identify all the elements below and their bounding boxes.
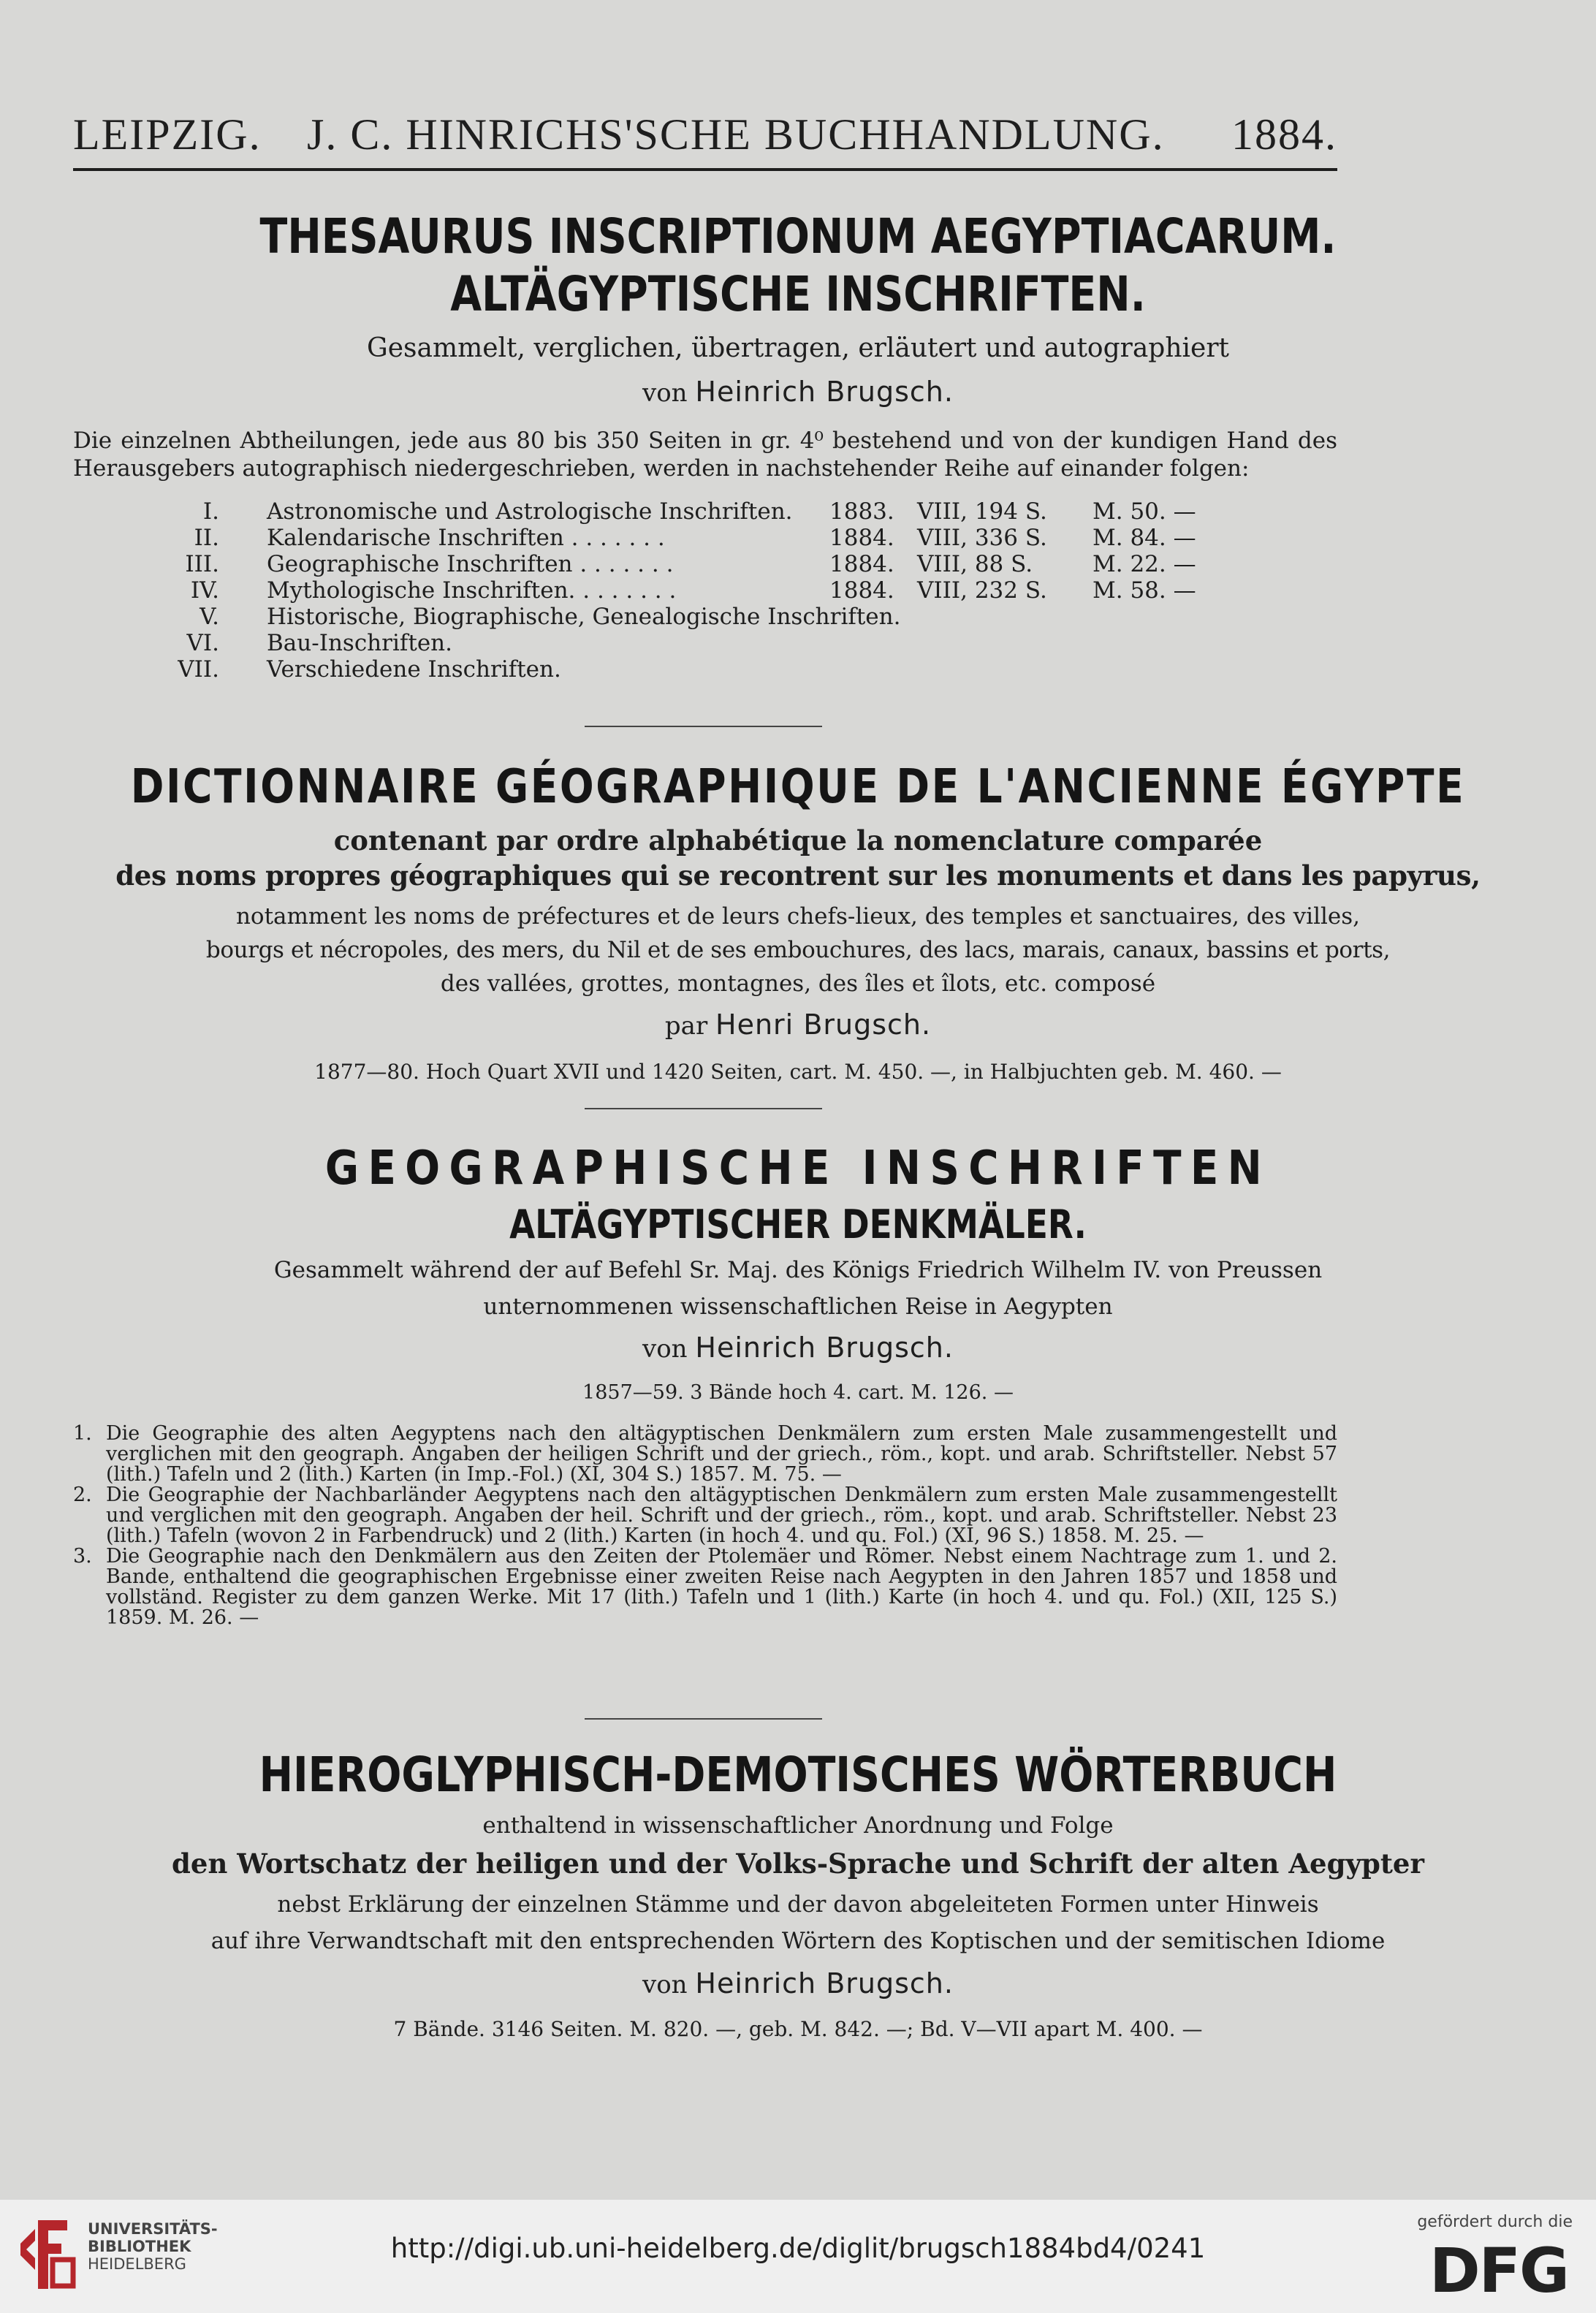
- section3-byline: [0, 1332, 1596, 1364]
- section4-line3: nebst Erklärung der einzelnen Stämme und der davon abgeleiteten Formen unter Hinweis: [277, 1891, 1319, 1918]
- section2-byline: [0, 1009, 1596, 1041]
- von-label: von: [642, 379, 688, 408]
- section3-details: 1857—59. 3 Bände hoch 4. cart. M. 126. —: [582, 1381, 1014, 1404]
- volume-list: [73, 1424, 1337, 1628]
- section2-sub1: contenant par ordre alphabétique la nomenclature comparée: [333, 824, 1263, 857]
- section-divider: [585, 1108, 822, 1109]
- section4-line2: den Wortschatz der heiligen und der Volks-Sprache und Schrift der alten Aegypter: [172, 1847, 1424, 1880]
- author-name: Heinrich Brugsch.: [695, 376, 954, 408]
- section2-line2: bourgs et nécropoles, des mers, du Nil et de ses embouchures, des lacs, marais, canaux, bassins et ports,: [205, 937, 1391, 963]
- von-label: von: [642, 1334, 688, 1364]
- permalink-url[interactable]: http://digi.ub.uni-heidelberg.de/diglit/brugsch1884bd4/0241: [390, 2233, 1206, 2264]
- section3-title2: ALTÄGYPTISCHER DENKMÄLER.: [509, 1201, 1087, 1247]
- section1-title1: THESAURUS INSCRIPTIONUM AEGYPTIACARUM.: [259, 208, 1337, 265]
- section4-title: HIEROGLYPHISCH-DEMOTISCHES WÖRTERBUCH: [259, 1747, 1337, 1803]
- author-name: Henri Brugsch.: [715, 1009, 932, 1041]
- section3-title1: GEOGRAPHISCHE INSCHRIFTEN: [324, 1142, 1272, 1196]
- section2-line3: des vallées, grottes, montagnes, des îles et îlots, etc. composé: [440, 971, 1156, 997]
- section-divider: [585, 1718, 822, 1720]
- list-item: 2. Die Geographie der Nachbarländer Aegyptens nach den altägyptischen Denkmälern zum ersten Male zusammengestellt und verglichen mit den geograph. Angaben der heil. Schrift und der griech., röm., kopt. und arab. Schriftsteller. Nebst 23 (lith.) Tafeln (wovon 2 in Farbendruck) und 2 (lith.) Karten (in hoch 4. und qu. Fol.) (XI, 96 S.) 1858. M. 25. —: [73, 1484, 1337, 1547]
- header-year: 1884.: [1231, 110, 1337, 159]
- section2-title: DICTIONNAIRE GÉOGRAPHIQUE DE L'ANCIENNE ÉGYPTE: [130, 760, 1466, 814]
- library-name: UNIVERSITÄTS- BIBLIOTHEK HEIDELBERG: [88, 2220, 218, 2273]
- section1-title2: ALTÄGYPTISCHE INSCHRIFTEN.: [450, 266, 1146, 322]
- author-name: Heinrich Brugsch.: [695, 1967, 954, 1999]
- section4-line1: enthaltend in wissenschaftlicher Anordnung und Folge: [482, 1812, 1114, 1839]
- section2-sub2: des noms propres géographiques qui se recontrent sur les monuments et dans les papyrus,: [115, 859, 1481, 892]
- section1-intro: Die einzelnen Abtheilungen, jede aus 80 bis 350 Seiten in gr. 4⁰ bestehend und von der kundigen Hand des Herausgebers autographisch niedergeschrieben, werden in nachstehender Reihe auf einander folgen:: [73, 428, 1337, 482]
- scanned-page: LEIPZIG. J. C. HINRICHS'SCHE BUCHHANDLUNG. 1884. THESAURUS INSCRIPTIONUM AEGYPTIACARUM. ALTÄGYPTISCHE INSCHRIFTEN. Gesammelt, verglichen, übertragen, erläutert und autographiert von Heinrich Brugsch. Die einzelnen Abtheilungen, jede aus 80 bis 350 Seiten in gr. 4⁰ bestehend und von der kundigen Hand des Herausgebers autographisch niedergeschrieben, werden in nachstehender Reihe auf einander folgen: I. Astronomische und Astrologische Inschriften. 1883. VIII, 194 S. M. 50. — II. Kalendarische Inschriften . . . . . . . 1884. VIII, 336 S. M. 84. — III. Geographische Inschriften . . . . . . . 1884. VIII, 88 S. M. 22. — IV. Mythologische Inschriften. . . . . . . . 1884. VIII, 232 S. M. 58. — V. Historische, Biographische, Genealogische Inschriften. VI. Bau-Inschriften. VII. Verschiedene Inschriften. DICTIONNAIRE GÉOGRAPHIQUE DE L'ANCIENNE ÉGYPTE contenant par ordre alphabétique la nomenclature comparée des noms propres géographiques qui se recontrent sur les monuments et dans les papyrus, notamment les noms de préfectures et de leurs chefs-lieux, des temples et sanctuaires, des villes, bourgs et nécropoles, des mers, du Nil et de ses embouchures, des lacs, marais, canaux, bassins et ports, des vallées, grottes, montagnes, des îles et îlots, etc. composé par Henri Brugsch. 1877—80. Hoch Quart XVII und 1420 Seiten, cart. M. 450. —, in Halbjuchten geb. M. 460. — GEOGRAPHISCHE INSCHRIFTEN ALTÄGYPTISCHER DENKMÄLER. Gesammelt während der auf Befehl Sr. Maj. des Königs Friedrich Wilhelm IV. von Preussen unternommenen wissenschaftlichen Reise in Aegypten von Heinrich Brugsch. 1857—59. 3 Bände hoch 4. cart. M. 126. — 1. Die Geographie des alten Aegyptens nach den altägyptischen Denkmälern zum ersten Male zusammengestellt und verglichen mit den geograph. Angaben der heiligen Schrift und der griech., röm., kopt. und arab. Schriftsteller. Nebst 57 (lith.) Tafeln und 2 (lith.) Karten (in Imp.-Fol.) (XI, 304 S.) 1857. M. 75. — 2. Die Geographie der Nachbarländer Aegyptens nach den altägyptischen Denkmälern zum ersten Male zusammengestellt und verglichen mit den geograph. Angaben der heil. Schrift und der griech., röm., kopt. und arab. Schriftsteller. Nebst 23 (lith.) Tafeln (wovon 2 in Farbendruck) und 2 (lith.) Karten (in hoch 4. und qu. Fol.) (XI, 96 S.) 1858. M. 25. — 3. Die Geographie nach den Denkmälern aus den Zeiten der Ptolemäer und Römer. Nebst einem Nachtrage zum 1. und 2. Bande, enthaltend die geographischen Ergebnisse einer zweiten Reise nach Aegypten in den Jahren 1857 und 1858 und vollständ. Register zu dem ganzen Werke. Mit 17 (lith.) Tafeln und 1 (lith.) Karte (in hoch 4. und qu. Fol.) (XII, 125 S.) 1859. M. 26. — HIEROGLYPHISCH-DEMOTISCHES WÖRTERBUCH enthaltend in wissenschaftlicher Anordnung und Folge den Wortschatz der heiligen und der Volks-Sprache und Schrift der alten Aegypter nebst Erklärung der einzelnen Stämme und der davon abgeleiteten Formen unter Hinweis auf ihre Verwandtschaft mit den entsprechenden Wörtern des Koptischen und der semitischen Idiome von Heinrich Brugsch. 7 Bände. 3146 Seiten. M. 820. —, geb. M. 842. —; Bd. V—VII apart M. 400. —: [0, 0, 1596, 2200]
- section2-details: 1877—80. Hoch Quart XVII und 1420 Seiten, cart. M. 450. —, in Halbjuchten geb. M. 460. —: [314, 1060, 1282, 1084]
- par-label: par: [664, 1011, 708, 1041]
- section4-details: 7 Bände. 3146 Seiten. M. 820. —, geb. M. 842. —; Bd. V—VII apart M. 400. —: [393, 2017, 1203, 2041]
- section1-subtitle: Gesammelt, verglichen, übertragen, erläutert und autographiert: [366, 333, 1230, 363]
- section4-line4: auf ihre Verwandtschaft mit den entsprechenden Wörtern des Koptischen und der semitischen Idiome: [210, 1928, 1386, 1954]
- von-label: von: [642, 1970, 688, 1999]
- header-city: LEIPZIG.: [73, 110, 262, 159]
- list-item: 1. Die Geographie des alten Aegyptens nach den altägyptischen Denkmälern zum ersten Male zusammengestellt und verglichen mit den geograph. Angaben der heiligen Schrift und der griech., röm., kopt. und arab. Schriftsteller. Nebst 57 (lith.) Tafeln und 2 (lith.) Karten (in Imp.-Fol.) (XI, 304 S.) 1857. M. 75. —: [73, 1422, 1337, 1486]
- section3-line1: Gesammelt während der auf Befehl Sr. Maj. des Königs Friedrich Wilhelm IV. von Preussen: [273, 1257, 1323, 1283]
- section2-line1: notamment les noms de préfectures et de leurs chefs-lieux, des temples et sanctuaires, des villes,: [235, 903, 1361, 930]
- section1-byline: [0, 376, 1596, 408]
- list-item: 3. Die Geographie nach den Denkmälern aus den Zeiten der Ptolemäer und Römer. Nebst einem Nachtrage zum 1. und 2. Bande, enthaltend die geographischen Ergebnisse einer zweiten Reise nach Aegypten in den Jahren 1857 und 1858 und vollständ. Register zu dem ganzen Werke. Mit 17 (lith.) Tafeln und 1 (lith.) Karte (in hoch 4. und qu. Fol.) (XII, 125 S.) 1859. M. 26. —: [73, 1545, 1337, 1629]
- author-name: Heinrich Brugsch.: [695, 1332, 954, 1364]
- section-divider: [585, 726, 822, 727]
- dfg-caption: gefördert durch die: [1417, 2213, 1573, 2231]
- dfg-logo: DFG: [1429, 2235, 1568, 2306]
- header-rule: [73, 168, 1337, 171]
- header-publisher: J. C. HINRICHS'SCHE BUCHHANDLUNG.: [307, 110, 1165, 159]
- section3-line2: unternommenen wissenschaftlichen Reise in Aegypten: [483, 1294, 1113, 1320]
- section4-byline: [0, 1967, 1596, 1999]
